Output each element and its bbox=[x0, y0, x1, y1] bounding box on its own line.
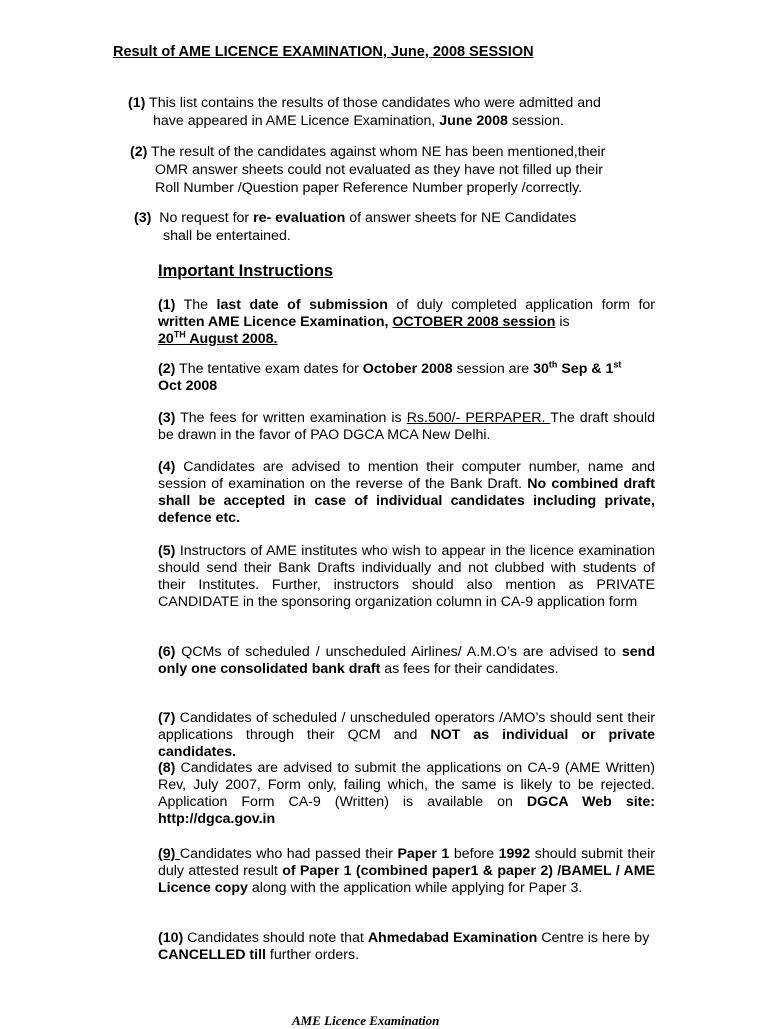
date-month: Sep & 1 bbox=[557, 361, 614, 377]
instruction-text: Candidates are advised to mention their computer number, name and session of examination on the reverse of the Bank Draft. bbox=[158, 459, 655, 492]
instruction-emphasis: October 2008 bbox=[362, 361, 453, 377]
instruction-text: The tentative exam dates for bbox=[175, 361, 363, 377]
instruction-emphasis: Paper 1 bbox=[397, 846, 450, 862]
date-suffix: TH bbox=[173, 329, 186, 340]
instructions-heading: Important Instructions bbox=[158, 262, 334, 280]
date-month: August 2008. bbox=[185, 331, 278, 347]
instruction-text: QCMs of scheduled / unscheduled Airlines/ A.M.O’s are advised to bbox=[175, 644, 622, 660]
instruction-text: is bbox=[555, 314, 570, 330]
note-2-line-3 bbox=[155, 179, 582, 197]
instruction-text: session are bbox=[452, 361, 534, 377]
page-footer: AME Licence Examination bbox=[292, 1013, 440, 1028]
instruction-text: as fees for their candidates. bbox=[380, 661, 559, 677]
instruction-text: Candidates who had passed their bbox=[179, 846, 398, 862]
instruction-number: (9) bbox=[158, 846, 180, 862]
instruction-emphasis: written AME Licence Examination, bbox=[158, 314, 393, 330]
instruction-emphasis: of Paper 1 (combined paper1 & paper 2) /BAMEL / AME Licence copy bbox=[158, 863, 655, 896]
fee-amount: Rs.500/- PERPAPER. bbox=[406, 410, 551, 426]
instruction-emphasis: 1992 bbox=[498, 846, 531, 862]
instruction-text: should submit their duly attested result bbox=[158, 846, 656, 879]
instruction-text: further orders. bbox=[265, 947, 360, 963]
instruction-text: Candidates should note that bbox=[183, 930, 368, 946]
note-1-line-2 bbox=[153, 112, 564, 130]
instruction-text: The draft should be drawn in the favor of PAO DGCA MCA New Delhi. bbox=[158, 410, 655, 443]
note-3-line-2 bbox=[163, 227, 291, 245]
instruction-text: along with the application while applying for Paper 3. bbox=[247, 880, 583, 896]
note-emphasis: re- evaluation bbox=[253, 210, 346, 226]
note-text: session. bbox=[507, 113, 564, 129]
note-text: No request for bbox=[159, 210, 254, 226]
session-emphasis: June 2008 bbox=[439, 113, 508, 129]
instruction-10 bbox=[158, 930, 655, 964]
note-2 bbox=[130, 143, 605, 161]
date-suffix: th bbox=[548, 359, 558, 370]
note-text: Roll Number /Question paper Reference Number properly /correctly. bbox=[155, 180, 583, 196]
instruction-emphasis: Ahmedabad Examination bbox=[367, 930, 538, 946]
note-number: (2) bbox=[130, 144, 148, 160]
note-text: This list contains the results of those candidates who were admitted and bbox=[149, 95, 601, 111]
instruction-text: Candidates are advised to submit the applications on CA-9 (AME Written) Rev, July 2007, Form only, failing which, the same is likely to be rejected. Application Form CA-9 (Written) is available on bbox=[158, 760, 655, 810]
instruction-emphasis: CANCELLED till bbox=[158, 947, 266, 963]
date-day: 20 bbox=[158, 331, 174, 347]
instruction-number: (8) bbox=[158, 760, 176, 776]
instruction-text: Instructors of AME institutes who wish to appear in the licence examination should send their Bank Drafts individually and not clubbed with students of their Institutes. Further, instructors should also mention as PRIVATE CANDIDATE in the sponsoring organization column in CA-9 application form bbox=[158, 543, 655, 610]
instruction-6 bbox=[158, 644, 655, 678]
instruction-number: (4) bbox=[158, 459, 176, 475]
date-suffix: st bbox=[613, 359, 622, 370]
instruction-2 bbox=[158, 361, 655, 395]
instruction-text: of duly completed application form for bbox=[387, 297, 656, 313]
instruction-5 bbox=[158, 543, 655, 611]
note-number: (1) bbox=[128, 95, 146, 111]
instruction-4 bbox=[158, 459, 655, 527]
instruction-number: (1) bbox=[158, 297, 176, 313]
instruction-number: (7) bbox=[158, 710, 176, 726]
note-text: of answer sheets for NE Candidates bbox=[345, 210, 577, 226]
instruction-3 bbox=[158, 410, 655, 444]
instruction-emphasis: OCTOBER 2008 session bbox=[392, 314, 556, 330]
instruction-number: (10) bbox=[158, 930, 184, 946]
instruction-emphasis: NOT as individual or private candidates. bbox=[158, 727, 656, 760]
instruction-emphasis bbox=[158, 331, 278, 347]
instruction-1 bbox=[158, 297, 655, 348]
instruction-number: (5) bbox=[158, 543, 176, 559]
instruction-text: The bbox=[175, 297, 217, 313]
instruction-text: Centre is here by bbox=[537, 930, 650, 946]
date-month: Oct 2008 bbox=[158, 378, 218, 394]
instruction-emphasis: send only one consolidated bank draft bbox=[158, 644, 655, 677]
instruction-7 bbox=[158, 710, 655, 761]
instruction-8 bbox=[158, 760, 655, 828]
website-link: DGCA Web site: http://dgca.gov.in bbox=[158, 794, 655, 827]
note-text: shall be entertained. bbox=[163, 228, 291, 244]
instruction-text: before bbox=[449, 846, 499, 862]
instruction-emphasis: No combined draft shall be accepted in case of individual candidates including private, defence etc. bbox=[158, 476, 655, 526]
instruction-number: (2) bbox=[158, 361, 176, 377]
note-3 bbox=[134, 209, 576, 227]
note-text: The result of the candidates against whom NE has been mentioned,their bbox=[151, 144, 606, 160]
note-1 bbox=[128, 94, 601, 112]
date-day: 30 bbox=[533, 361, 549, 377]
document-title: Result of AME LICENCE EXAMINATION, June, 2008 SESSION bbox=[113, 44, 534, 60]
instruction-9 bbox=[158, 846, 655, 897]
note-text: OMR answer sheets could not evaluated as they have not filled up their bbox=[155, 162, 603, 178]
note-number: (3) bbox=[134, 210, 152, 226]
instruction-text: Candidates of scheduled / unscheduled operators /AMO’s should sent their applications through their QCM and bbox=[158, 710, 655, 743]
instruction-text: The fees for written examination is bbox=[175, 410, 407, 426]
instruction-number: (6) bbox=[158, 644, 176, 660]
instruction-number: (3) bbox=[158, 410, 176, 426]
instruction-emphasis: last date of submission bbox=[216, 297, 388, 313]
note-2-line-2 bbox=[155, 161, 603, 179]
note-text: have appeared in AME Licence Examination, bbox=[153, 113, 440, 129]
